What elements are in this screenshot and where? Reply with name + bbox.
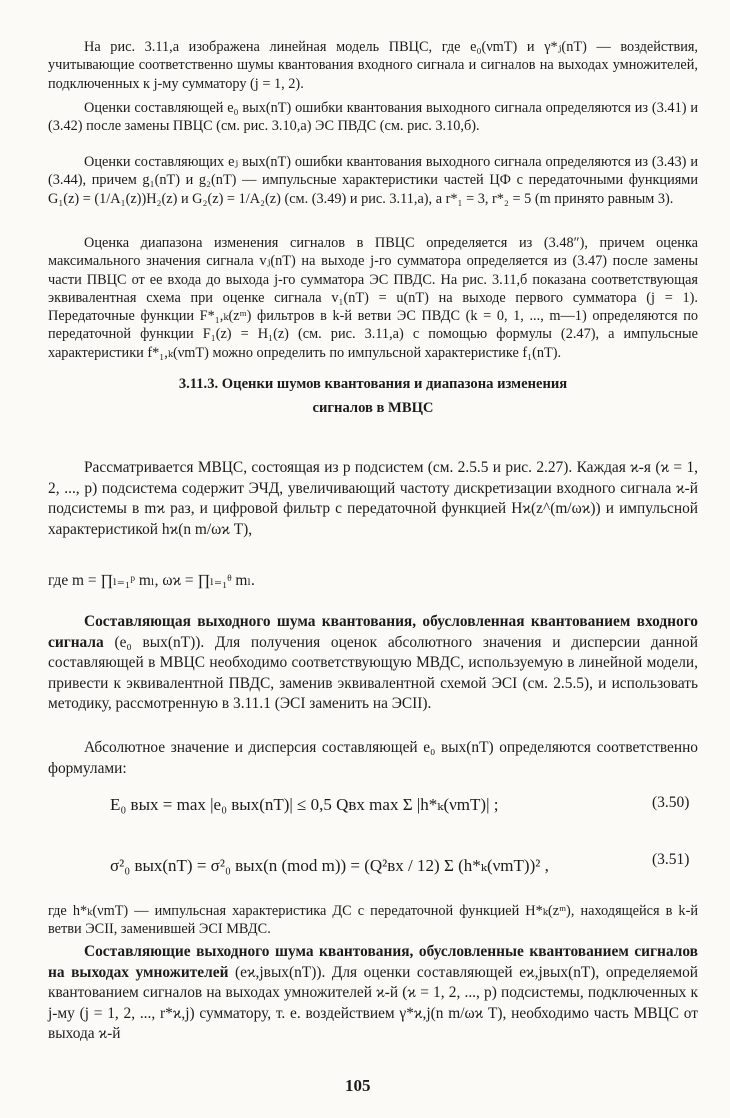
equation-3-50: E₀ вых = max |e₀ вых(nT)| ≤ 0,5 Qвх max Σ |h*ₖ(νmT)| ; [110,795,499,814]
section-heading-line1: 3.11.3. Оценки шумов квантования и диапазона изменения [178,376,568,392]
paragraph-product-def: где m = ∏ₗ₌₁ᵖ mₗ, ωϰ = ∏ₗ₌₁ᶿ mₗ. [48,572,255,589]
multiplier-noise-title: Составляющие выходного шума квантования, обусловленные квантованием сигналов на выходах умножителей [48,943,698,981]
paragraph-abs-value: Абсолютное значение и дисперсия составляющей e₀ вых(nT) определяются соответственно формулами: [48,739,698,777]
equation-3-51-number: (3.51) [652,851,690,868]
page-number: 105 [345,1076,371,1095]
paragraph-model: На рис. 3.11,а изображена линейная модель ПВЦС, где e₀(νmT) и γ*ⱼ(nT) — воздействия, учитывающие соответственно шумы квантования входного сигнала и сигналов на выходах умножителей, подключенных к j-му сумматору (j = 1, 2). [48,39,698,92]
input-noise-text: (e₀ вых(nT)). Для получения оценок абсолютного значения и дисперсии данной составляющей в МВЦС необходимо соответствующую МВДС, используемую в линейной модели, привести к эквивалентной ПВДС, заменив эквивалентной схемой ЭСI (см. 2.5.5), и использовать методику, рассмотренную в 3.11.1 (ЭСI заменить на ЭСII). [48,633,698,712]
section-heading [48,372,698,420]
paragraph-input-noise [48,612,698,715]
equation-3-50-number: (3.50) [652,794,690,811]
section-heading-line2: сигналов в МВЦС [312,400,434,416]
equation-3-51: σ²₀ вых(nT) = σ²₀ вых(n (mod m)) = (Q²вх / 12) Σ (h*ₖ(νmT))² , [110,856,549,875]
paragraph-range-estimate: Оценка диапазона изменения сигналов в ПВЦС определяется из (3.48″), причем оценка максимального значения сигнала vⱼ(nT) на выходе j-го сумматора определяется из (3.47) после замены части ПВЦС от ее входа до выхода j-го сумматора ЭС ПВДС. На рис. 3.11,б показана соответствующая эквивалентная схема при оценке сигнала v₁(nT) = u(nT) на выходе первого сумматора (j = 1). Передаточные функции F*₁,ₖ(zᵐ) фильтров в k-й ветви ЭС ПВДС (k = 0, 1, ..., m—1) определяются по передаточной функции F₁(z) = H₁(z) (см. рис. 3.11,а) с помощью формулы (2.47), а импульсные характеристики f*₁,ₖ(νmT) можно определить по импульсной характеристике f₁(nT). [48,235,698,361]
multiplier-noise-text: (eϰ,jвых(nT)). Для оценки составляющей eϰ,jвых(nT), определяемой квантованием сигналов на выходах умножителей ϰ-й (ϰ = 1, 2, ..., p) подсистемы, подключенных к j-му (j = 1, 2, ..., r*ϰ,j) сумматору, т. е. воздействием γ*ϰ,j(n m/ωϰ T), необходимо часть МВЦС от выхода ϰ-й [48,963,698,1042]
input-noise-title: Составляющая выходного шума квантования, обусловленная квантованием входного сигнала [48,613,698,651]
paragraph-multiplier-noise [48,942,698,1045]
paragraph-e0-estimates: Оценки составляющей e₀ вых(nT) ошибки квантования выходного сигнала определяются из (3.41) и (3.42) после замены ПВЦС (см. рис. 3.10,а) ЭС ПВДС (см. рис. 3.10,б). [48,100,698,135]
paragraph-ej-estimates: Оценки составляющих eⱼ вых(nT) ошибки квантования выходного сигнала определяются из (3.43) и (3.44), причем g₁(nT) и g₂(nT) — импульсные характеристики частей ЦФ с передаточными функциями G₁(z) = (1/A₁(z))H₂(z) и G₂(z) = 1/A₂(z) (см. (3.49) и рис. 3.11,а), а r*₁ = 3, r*₂ = 5 (m принято равным 3). [48,154,698,207]
paragraph-mvcs-intro: Рассматривается МВЦС, состоящая из p подсистем (см. 2.5.5 и рис. 2.27). Каждая ϰ-я (ϰ = 1, 2, ..., p) подсистема содержит ЭЧД, увеличивающий частоту дискретизации входного сигнала ϰ-й подсистемы в mϰ раз, и цифровой фильтр с передаточной функцией Hϰ(z^(m/ωϰ)) и импульсной характеристикой hϰ(n m/ωϰ T), [48,459,698,538]
paragraph-where: где h*ₖ(νmT) — импульсная характеристика ДС с передаточной функцией H*ₖ(zᵐ), находящейся в k-й ветви ЭСII, заменившей ЭСI МВДС. [48,903,698,938]
